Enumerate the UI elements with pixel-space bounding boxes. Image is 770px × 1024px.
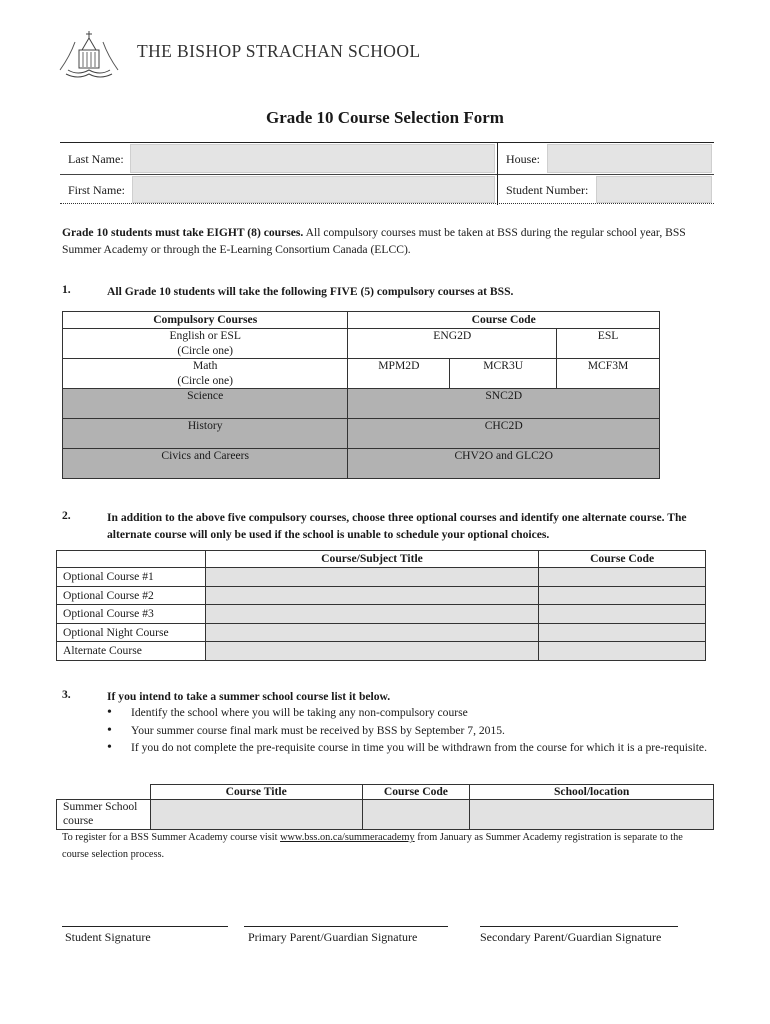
course-title-field[interactable] <box>205 586 538 605</box>
row-label: Alternate Course <box>57 642 206 661</box>
col-header-course-title: Course Title <box>150 785 362 800</box>
section-3-heading: If you intend to take a summer school course list it below. <box>107 690 391 703</box>
summer-academy-link[interactable]: www.bss.on.ca/summeracademy <box>280 832 415 843</box>
code-cell[interactable]: ESL <box>557 329 660 359</box>
student-number-label: Student Number: <box>506 183 589 197</box>
section-3-number: 3. <box>62 688 71 701</box>
register-note: To register for a BSS Summer Academy course visit www.bss.on.ca/summeracademy from January as Summer Academy registration is separate to the course selection process. <box>62 832 683 860</box>
last-name-label: Last Name: <box>68 152 124 166</box>
code-cell: SNC2D <box>348 389 660 419</box>
course-title-field[interactable] <box>150 800 362 830</box>
intro-paragraph <box>62 224 710 258</box>
house-label: House: <box>506 152 540 166</box>
primary-parent-signature-line[interactable] <box>244 926 448 927</box>
first-name-label: First Name: <box>68 183 125 197</box>
course-code-field[interactable] <box>539 568 706 587</box>
row-label: Optional Night Course <box>57 623 206 642</box>
row-divider <box>60 174 714 175</box>
course-title-field[interactable] <box>205 568 538 587</box>
intro-text: All compulsory courses must be taken at BSS during the regular school year, BSS Summer Academy or through the E-Learning Consortium Canada (ELCC). <box>62 226 686 256</box>
table-row <box>57 800 714 830</box>
table-row <box>63 359 660 389</box>
secondary-parent-signature-line[interactable] <box>480 926 678 927</box>
student-signature-label: Student Signature <box>65 930 151 944</box>
course-code-field[interactable] <box>539 605 706 624</box>
code-cell[interactable]: MCF3M <box>557 359 660 389</box>
course-code-field[interactable] <box>539 642 706 661</box>
course-title-field[interactable] <box>205 605 538 624</box>
row-label: Summer School course <box>57 800 151 830</box>
intro-bold: Grade 10 students must take EIGHT (8) courses. <box>62 226 304 239</box>
summer-school-notes <box>107 704 707 757</box>
last-name-field[interactable] <box>130 144 495 173</box>
code-cell[interactable]: ENG2D <box>348 329 557 359</box>
table-row <box>63 389 660 419</box>
col-header-empty <box>57 551 206 568</box>
course-cell: Math (Circle one) <box>63 359 348 389</box>
code-cell[interactable]: MPM2D <box>348 359 450 389</box>
row-label: Optional Course #3 <box>57 605 206 624</box>
table-row <box>63 449 660 479</box>
section-2-heading: In addition to the above five compulsory courses, choose three optional courses and identify one alternate course. The alternate course will only be used if the school is unable to schedule your optional choices. <box>107 511 687 541</box>
form-title: Grade 10 Course Selection Form <box>266 108 504 127</box>
primary-parent-signature-label: Primary Parent/Guardian Signature <box>248 930 418 944</box>
code-cell: CHV2O and GLC2O <box>348 449 660 479</box>
course-title-field[interactable] <box>205 623 538 642</box>
row-label: Optional Course #2 <box>57 586 206 605</box>
col-header-school-location: School/location <box>470 785 714 800</box>
student-info-block <box>60 142 714 204</box>
student-signature-line[interactable] <box>62 926 228 927</box>
list-item: • Identify the school where you will be taking any non-compulsory course <box>107 704 707 722</box>
summer-school-table <box>56 784 714 830</box>
col-header-course-code: Course Code <box>362 785 470 800</box>
col-header-empty <box>57 785 151 800</box>
table-row <box>57 568 706 587</box>
course-code-field[interactable] <box>362 800 470 830</box>
list-item: • If you do not complete the pre-requisite course in time you will be withdrawn from the course for which it is a pre-requisite. <box>107 739 707 757</box>
section-1-number: 1. <box>62 283 71 296</box>
code-cell: CHC2D <box>348 419 660 449</box>
course-code-field[interactable] <box>539 623 706 642</box>
col-header-compulsory-courses: Compulsory Courses <box>63 312 348 329</box>
secondary-parent-signature-label: Secondary Parent/Guardian Signature <box>480 930 662 944</box>
code-cell[interactable]: MCR3U <box>450 359 557 389</box>
column-divider <box>497 143 498 205</box>
optional-courses-table <box>56 550 706 661</box>
school-crest-icon <box>58 30 120 80</box>
section-2-number: 2. <box>62 509 71 522</box>
row-label: Optional Course #1 <box>57 568 206 587</box>
section-1-heading: All Grade 10 students will take the following FIVE (5) compulsory courses at BSS. <box>107 285 514 298</box>
school-name: THE BISHOP STRACHAN SCHOOL <box>137 41 421 61</box>
course-title-field[interactable] <box>205 642 538 661</box>
table-row <box>57 642 706 661</box>
course-cell: History <box>63 419 348 449</box>
table-row <box>63 329 660 359</box>
table-row <box>57 586 706 605</box>
col-header-course-code: Course Code <box>539 551 706 568</box>
table-row <box>57 623 706 642</box>
school-location-field[interactable] <box>470 800 714 830</box>
list-item: • Your summer course final mark must be received by BSS by September 7, 2015. <box>107 722 707 740</box>
compulsory-courses-table <box>62 311 660 479</box>
first-name-field[interactable] <box>132 176 495 203</box>
table-row <box>57 605 706 624</box>
course-cell: Civics and Careers <box>63 449 348 479</box>
house-field[interactable] <box>547 144 712 173</box>
col-header-course-title: Course/Subject Title <box>205 551 538 568</box>
course-cell: Science <box>63 389 348 419</box>
course-code-field[interactable] <box>539 586 706 605</box>
student-number-field[interactable] <box>596 176 712 203</box>
col-header-course-code: Course Code <box>348 312 660 329</box>
course-cell: English or ESL (Circle one) <box>63 329 348 359</box>
table-row <box>63 419 660 449</box>
